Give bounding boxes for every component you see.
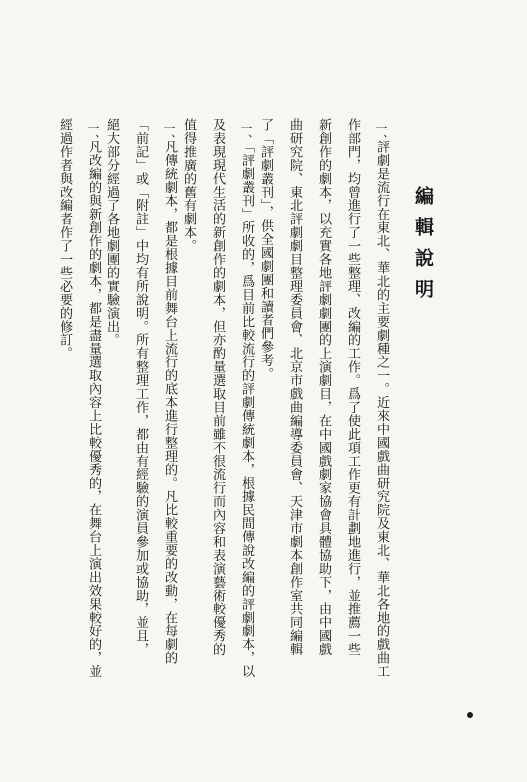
item-2-line-2: 及表現現代生活的新創作的劇本，但亦酌量選取目前雖不很流行而內容和表演藝術較優秀的 [210,118,225,656]
item-1-line-3: 新創作的劇本，以充實各地評劇劇團的上演劇目，在中國戲劇家協會具體協助下，由中國戲 [316,118,331,656]
item-2-line-3: 值得推廣的舊有劇本。 [181,118,196,253]
item-1-line-4: 曲研究院、東北評劇劇目整理委員會、北京市戲曲編導委員會、天津市劇本創作室共同編輯 [287,118,302,656]
item-1-bullet: 一、 [374,122,388,146]
item-2-bullet: 一、 [239,122,253,146]
item-3-line-1: 凡傳統劇本，都是根據目前舞台上流行的底本進行整理的。凡比較重要的改動，在每劇的 [162,140,177,665]
item-3-line-3: 絕大部分經過了各地劇團的實驗演出。 [104,118,119,347]
item-4-line-1: 凡改編的與新創作的劇本，都是盡量選取內容上比較優秀的，在舞台上演出效果較好的，並 [86,140,101,678]
item-4-bullet: 一、 [86,122,100,146]
item-1-line-5: 了「評劇叢刊」，供全國劇團和讀者們參考。 [258,118,273,381]
item-1-line-2: 作部門，均曾進行了一些整理、改編的工作。爲了使此項工作更有計劃地進行，並推薦一些 [345,118,360,656]
item-1-line-1: 評劇是流行在東北、華北的主要劇種之一。近來中國戲曲研究院及東北、華北各地的戲曲工 [374,140,389,678]
item-4-line-2: 經過作者與改編者作了一些必要的修訂。 [57,118,72,361]
page-title: 編輯說明 [412,186,434,310]
page-mark-dot [467,712,473,718]
item-3-line-2: 「前記」或「附註」中均有所說明。所有整理工作，都由有經驗的演員參加或協助，並且， [133,118,148,656]
item-3-bullet: 一、 [162,122,176,146]
item-2-line-1: 「評劇叢刊」所收的，爲目前比較流行的評劇傳統劇本，根據民間傳說改編的評劇劇本，以 [239,140,254,678]
